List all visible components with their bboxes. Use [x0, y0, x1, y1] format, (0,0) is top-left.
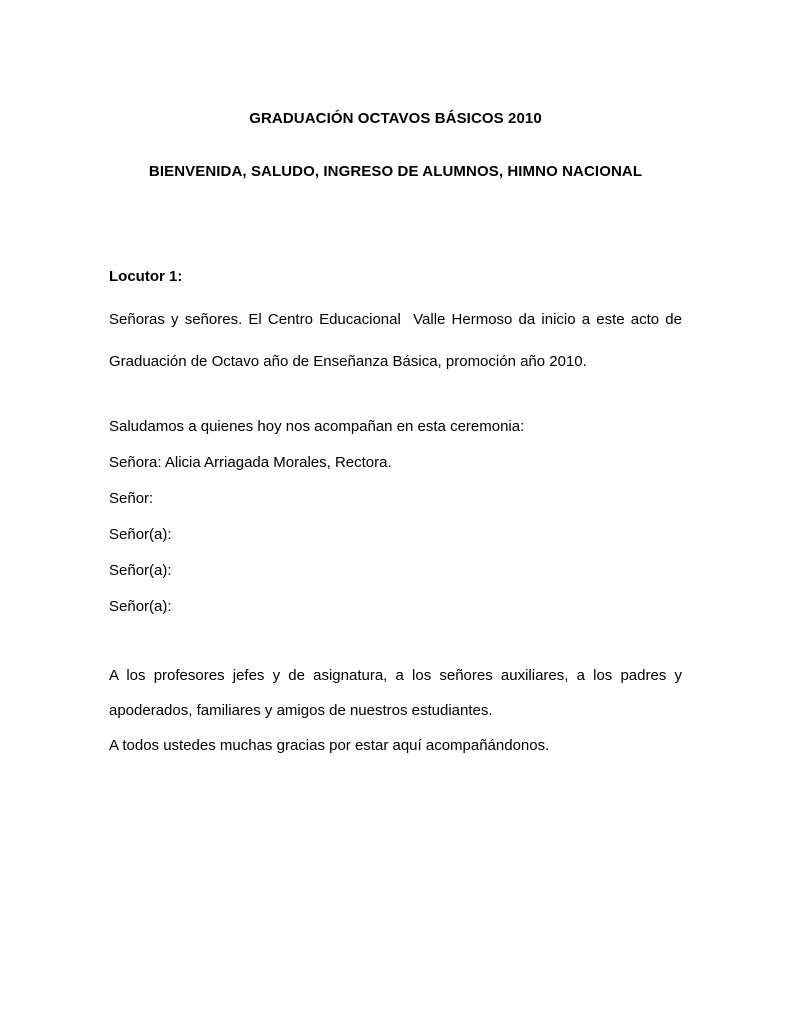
closing-thanks-line: A todos ustedes muchas gracias por estar aquí acompañándonos.: [109, 737, 550, 754]
document-title-secondary: BIENVENIDA, SALUDO, INGRESO DE ALUMNOS, HIMNO NACIONAL: [148, 163, 643, 180]
greeting-list-item: Señora: Alicia Arriagada Morales, Rectora.: [109, 454, 392, 471]
greeting-list-item: Señor(a):: [109, 598, 172, 615]
closing-block: [109, 658, 687, 763]
greeting-intro-line: Saludamos a quienes hoy nos acompañan en esta ceremonia:: [109, 418, 525, 435]
greeting-list-item: Señor(a):: [109, 526, 172, 543]
document-title-primary: GRADUACIÓN OCTAVOS BÁSICOS 2010: [249, 110, 542, 127]
greeting-list-item: Señor:: [109, 490, 154, 507]
intro-paragraph: Señoras y señores. El Centro Educacional Valle Hermoso da inicio a este acto de Graduación de Octavo año de Enseñanza Básica, promoción año 2010.: [109, 311, 687, 370]
speaker-label-locutor-1: Locutor 1:: [109, 268, 183, 285]
greeting-block: [109, 409, 682, 625]
closing-paragraph: A los profesores jefes y de asignatura, a los señores auxiliares, a los padres y apoderados, familiares y amigos de nuestros estudiantes.: [109, 667, 687, 719]
greeting-list-item: Señor(a):: [109, 562, 172, 579]
